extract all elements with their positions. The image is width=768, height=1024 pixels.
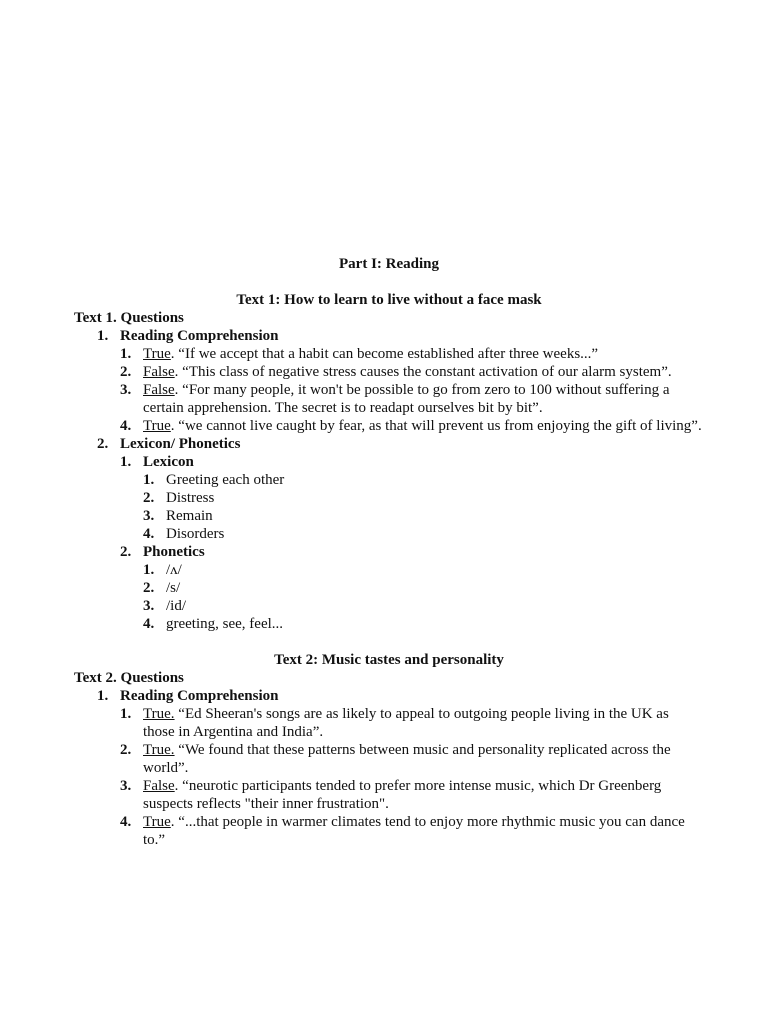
- answer-verdict: True: [143, 418, 171, 434]
- list-item: [74, 579, 704, 597]
- list-number: 4.: [120, 814, 132, 830]
- list-number: 4.: [143, 616, 155, 632]
- list-item: [74, 471, 704, 489]
- list-item: [74, 615, 704, 633]
- document-content: [74, 255, 704, 849]
- item-text: Remain: [166, 508, 213, 524]
- list-item: [74, 363, 704, 381]
- answer-verdict: True: [143, 814, 171, 830]
- section-label: Reading Comprehension: [120, 688, 279, 704]
- text1-reading-heading: [74, 327, 704, 345]
- text2-reading-heading: [74, 687, 704, 705]
- list-number: 2.: [120, 364, 132, 380]
- list-number: 2.: [120, 742, 132, 758]
- list-item: [74, 345, 704, 363]
- text1-questions-label: Text 1. Questions: [74, 310, 184, 326]
- list-number: 3.: [120, 778, 132, 794]
- list-item: [74, 813, 704, 849]
- list-number: 3.: [143, 598, 155, 614]
- answer-verdict: False: [143, 364, 175, 380]
- list-item: [74, 597, 704, 615]
- text1-lexphon-heading: [74, 435, 704, 453]
- list-item: [74, 489, 704, 507]
- answer-verdict: False: [143, 382, 175, 398]
- item-text: Disorders: [166, 526, 225, 542]
- list-item: [74, 777, 704, 813]
- list-item: [74, 705, 704, 741]
- answer-verdict: False: [143, 778, 175, 794]
- answer-quote: . “If we accept that a habit can become established after three weeks...”: [170, 346, 599, 362]
- list-item: [74, 561, 704, 579]
- subsection-label: Phonetics: [143, 544, 205, 560]
- list-item: [74, 417, 704, 435]
- list-item: [74, 525, 704, 543]
- list-number: 4.: [120, 418, 132, 434]
- text2-title: Text 2: Music tastes and personality: [274, 652, 504, 668]
- list-item: [74, 741, 704, 777]
- answer-quote: . “...that people in warmer climates tend to enjoy more rhythmic music you can dance to.”: [143, 814, 685, 848]
- list-number: 1.: [143, 472, 155, 488]
- answer-quote: . “This class of negative stress causes the constant activation of our alarm system”.: [174, 364, 672, 380]
- list-number: 1.: [120, 454, 132, 470]
- item-text: /ʌ/: [166, 562, 182, 578]
- list-number: 1.: [120, 346, 132, 362]
- list-number: 1.: [97, 328, 109, 344]
- item-text: Distress: [166, 490, 215, 506]
- list-item: [74, 381, 704, 417]
- subsection-label: Lexicon: [143, 454, 194, 470]
- item-text: Greeting each other: [166, 472, 285, 488]
- section-label: Reading Comprehension: [120, 328, 279, 344]
- item-text: /s/: [166, 580, 181, 596]
- list-number: 1.: [120, 706, 132, 722]
- part-title: Part I: Reading: [339, 256, 439, 272]
- list-number: 2.: [97, 436, 109, 452]
- list-number: 4.: [143, 526, 155, 542]
- item-text: /id/: [166, 598, 187, 614]
- list-item: [74, 507, 704, 525]
- text2-questions-label: Text 2. Questions: [74, 670, 184, 686]
- item-text: greeting, see, feel...: [166, 616, 284, 632]
- answer-quote: “We found that these patterns between music and personality replicated across the world”.: [143, 742, 671, 776]
- list-number: 1.: [97, 688, 109, 704]
- answer-verdict: True: [143, 346, 171, 362]
- answer-quote: “Ed Sheeran's songs are as likely to appeal to outgoing people living in the UK as those in Argentina and India”.: [143, 706, 669, 740]
- list-number: 1.: [143, 562, 155, 578]
- spacer: [74, 633, 704, 651]
- list-number: 2.: [143, 490, 155, 506]
- list-number: 3.: [143, 508, 155, 524]
- list-number: 2.: [143, 580, 155, 596]
- answer-verdict: True.: [143, 706, 175, 722]
- text1-title: Text 1: How to learn to live without a face mask: [236, 292, 542, 308]
- answer-quote: . “we cannot live caught by fear, as that will prevent us from enjoying the gift of living”.: [170, 418, 702, 434]
- list-number: 3.: [120, 382, 132, 398]
- section-label: Lexicon/ Phonetics: [120, 436, 241, 452]
- answer-verdict: True.: [143, 742, 175, 758]
- phonetics-heading: [74, 543, 704, 561]
- answer-quote: . “For many people, it won't be possible to go from zero to 100 without suffering a certain apprehension. The secret is to readapt ourselves bit by bit”.: [143, 382, 670, 416]
- answer-quote: . “neurotic participants tended to prefer more intense music, which Dr Greenberg suspects reflects "their inner frustration".: [143, 778, 662, 812]
- list-number: 2.: [120, 544, 132, 560]
- lexicon-heading: [74, 453, 704, 471]
